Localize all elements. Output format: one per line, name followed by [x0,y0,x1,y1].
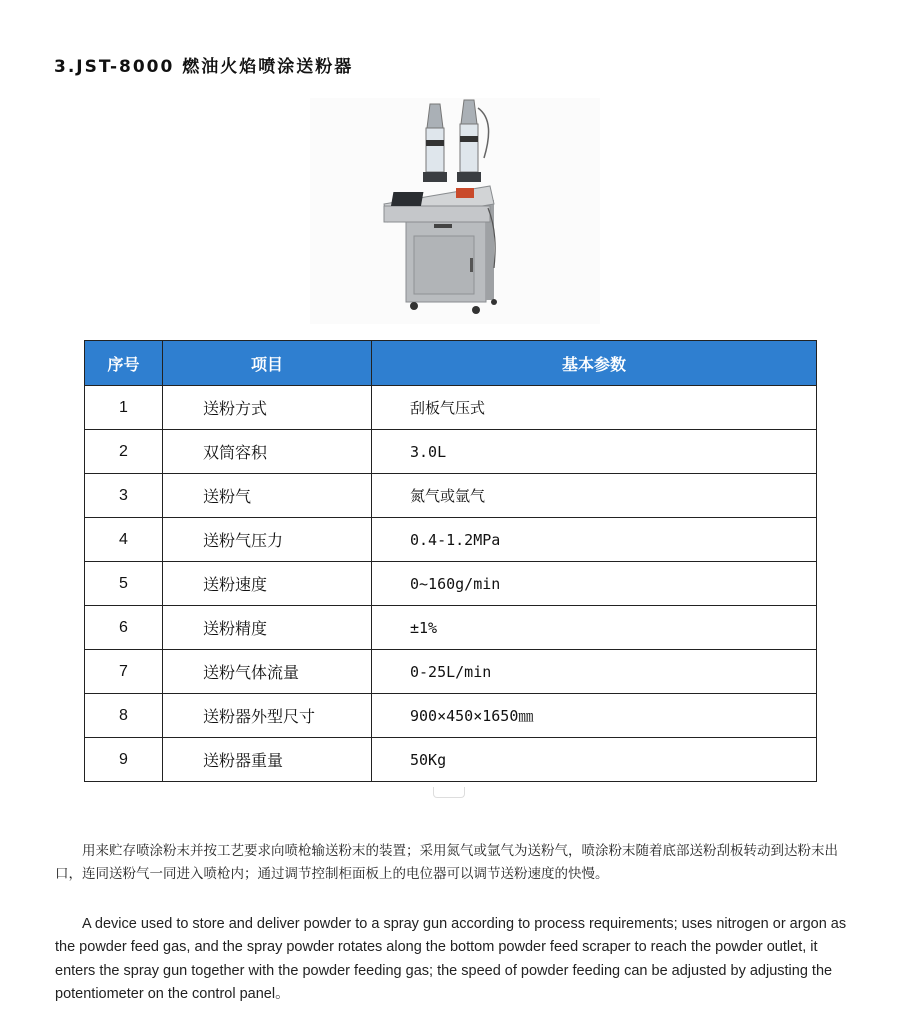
row-item: 送粉速度 [163,562,372,606]
row-no: 8 [85,694,163,738]
description-en: A device used to store and deliver powder to a spray gun according to process requirements; uses nitrogen or argon as the powder feed gas, and the spray powder rotates along the bottom powder feed scraper to reach the powder outlet, it enters the spray gun together with the powder feeding gas; the speed of powder feeding can be adjusted by adjusting the potentiometer on the control panel。 [55,915,847,1002]
table-row [85,694,817,738]
row-item: 送粉精度 [163,606,372,650]
row-no: 1 [85,386,163,430]
description-zh: 用来贮存喷涂粉末并按工艺要求向喷枪输送粉末的装置；采用氮气或氩气为送粉气，喷涂粉末随着底部送粉刮板转动到达粉末出口，连同送粉气一同进入喷枪内；通过调节控制柜面板上的电位器可以调节送粉速度的快慢。 [55,842,838,882]
header-no: 序号 [85,341,163,386]
row-no: 6 [85,606,163,650]
row-item: 双筒容积 [163,430,372,474]
header-value: 基本参数 [372,341,817,386]
row-value: ±1% [372,606,817,650]
product-image [310,98,600,324]
scroll-indicator[interactable] [433,787,465,798]
row-value: 0~160g/min [372,562,817,606]
row-value: 0.4-1.2MPa [372,518,817,562]
row-no: 5 [85,562,163,606]
row-no: 4 [85,518,163,562]
table-header-row [85,341,817,386]
row-no: 9 [85,738,163,782]
row-value: 刮板气压式 [372,386,817,430]
row-item: 送粉气体流量 [163,650,372,694]
row-item: 送粉方式 [163,386,372,430]
table-row [85,650,817,694]
powder-feeder-machine-icon [310,98,600,324]
table-row [85,474,817,518]
table-row [85,518,817,562]
row-no: 7 [85,650,163,694]
row-item: 送粉气压力 [163,518,372,562]
row-item: 送粉器重量 [163,738,372,782]
header-item: 项目 [163,341,372,386]
row-item: 送粉器外型尺寸 [163,694,372,738]
row-value: 50Kg [372,738,817,782]
table-row [85,606,817,650]
table-row [85,738,817,782]
table-row [85,562,817,606]
page-title: 3.JST-8000 燃油火焰喷涂送粉器 [54,57,354,77]
table-row [85,430,817,474]
parameter-table [84,340,816,782]
row-value: 0-25L/min [372,650,817,694]
row-no: 3 [85,474,163,518]
row-item: 送粉气 [163,474,372,518]
row-value: 氮气或氩气 [372,474,817,518]
row-value: 3.0L [372,430,817,474]
row-value: 900×450×1650㎜ [372,694,817,738]
table-row [85,386,817,430]
row-no: 2 [85,430,163,474]
